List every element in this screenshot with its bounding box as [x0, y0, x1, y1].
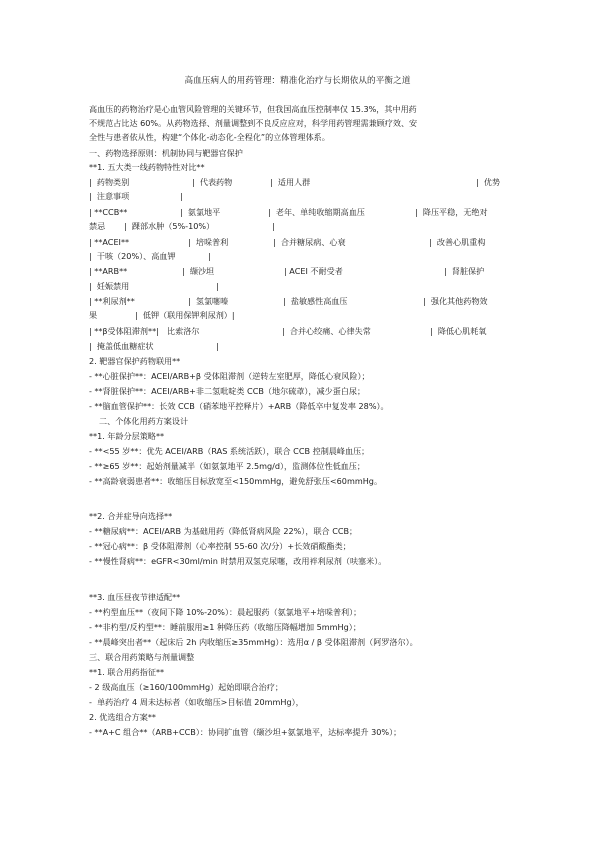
- table-cell: | 掩盖低血糖症状: [89, 341, 154, 351]
- table-cell: | 氨氯地平: [180, 207, 221, 217]
- table-cell: |: [216, 281, 219, 291]
- table-cell: | 缬沙坦: [182, 266, 215, 276]
- table-cell: | 肾脏保护: [444, 266, 485, 276]
- table-cell: 果: [89, 310, 98, 320]
- list-item: - **肾脏保护**：ACEI/ARB+非二氢吡啶类 CCB（地尔硫䓬），减少蛋白尿；: [89, 386, 366, 396]
- subsection-heading: **3. 血压昼夜节律适配**: [89, 592, 181, 602]
- table-cell: |: [272, 221, 275, 231]
- subsection-heading: **1. 联合用药指征**: [89, 667, 165, 677]
- list-item: - **≥65 岁**：起始剂量减半（如氨氯地平 2.5mg/d），监测体位性低血压；: [89, 461, 365, 471]
- section-heading: 一、药物选择原则：机制协同与靶器官保护: [89, 148, 243, 158]
- subsection-heading: 2. 靶器官保护药物联用**: [89, 356, 181, 366]
- table-cell: | **CCB**: [89, 207, 128, 217]
- list-item: - **慢性肾病**：eGFR<30ml/min 时禁用双氢克尿噻，改用袢利尿剂（呋塞米）。: [89, 556, 387, 566]
- table-cell: 禁忌: [89, 221, 106, 231]
- table-cell: | 注意事项: [89, 191, 130, 201]
- table-cell: | 优势: [476, 177, 501, 187]
- list-item: - **高龄衰弱患者**：收缩压目标放宽至<150mmHg，避免舒张压<60mmHg。: [89, 476, 383, 486]
- list-item: - **非杓型/反杓型**：睡前服用≥1 种降压药（收缩压降幅增加 5mmHg）；: [89, 622, 361, 632]
- list-item: - **A+C 组合**（ARB+CCB）：协同扩血管（缬沙坦+氨氯地平，达标率提升 30%）；: [89, 727, 402, 737]
- subsection-heading: **2. 合并症导向选择**: [89, 511, 173, 521]
- table-cell: | 适用人群: [270, 177, 311, 187]
- table-cell: | **ACEI**: [89, 237, 130, 247]
- table-cell: | 盐敏感性高血压: [283, 296, 348, 306]
- table-cell: 比索洛尔: [167, 326, 200, 336]
- list-item: - **糖尿病**：ACEI/ARB 为基础用药（降低肾病风险 22%），联合 CCB；: [89, 526, 358, 536]
- subsection-heading: 2. 优选组合方案**: [89, 712, 156, 722]
- table-cell: | 代表药物: [192, 177, 233, 187]
- intro-line: 全性与患者依从性，构建“个体化-动态化-全程化”的立体管理体系。: [89, 132, 330, 142]
- table-cell: | **ARB**: [89, 266, 128, 276]
- table-cell: | **利尿剂**: [89, 296, 135, 306]
- table-cell: |: [208, 251, 211, 261]
- table-cell: | 合并心绞痛、心律失常: [282, 326, 371, 336]
- table-cell: |: [180, 191, 183, 201]
- list-item: - **晨峰突出者**（起床后 2h 内收缩压≥35mmHg）：选用α / β 受体阻滞剂（阿罗洛尔）。: [89, 637, 418, 647]
- table-cell: | 妊娠禁用: [89, 281, 130, 291]
- list-item: - **<55 岁**：优先 ACEI/ARB（RAS 系统活跃），联合 CCB 控制晨峰血压；: [89, 446, 370, 456]
- intro-line: 高血压的药物治疗是心血管风险管理的关键环节，但我国高血压控制率仅 15.3%，其中用药: [89, 104, 417, 114]
- intro-line: 不规范占比达 60%。从药物选择、剂量调整到不良反应应对，科学用药管理需兼顾疗效、安: [89, 118, 418, 128]
- table-cell: | 合并糖尿病、心衰: [273, 237, 346, 247]
- table-cell: | 老年、单纯收缩期高血压: [268, 207, 365, 217]
- table-cell: | 药物类别: [89, 177, 130, 187]
- table-cell: | ACEI 不耐受者: [284, 266, 343, 276]
- subsection-heading: **1. 年龄分层策略**: [89, 431, 165, 441]
- list-item: - **心脏保护**：ACEI/ARB+β 受体阻滞剂（逆转左室肥厚，降低心衰风险）；: [89, 371, 370, 381]
- table-cell: | 踝部水肿（5%-10%）: [124, 221, 215, 231]
- list-item: - **杓型血压**（夜间下降 10%-20%）：晨起服药（氨氯地平+培哚普利）；: [89, 607, 362, 617]
- document-title: 高血压病人的用药管理：精准化治疗与长期依从的平衡之道: [184, 76, 411, 86]
- list-item: - **脑血管保护**：长效 CCB（硝苯地平控释片）+ARB（降低卒中复发率 28%）。: [89, 401, 389, 411]
- section-heading: 三、联合用药策略与剂量调整: [89, 652, 195, 662]
- section-heading: 二、个体化用药方案设计: [99, 416, 189, 426]
- table-cell: | 低钾（联用保钾利尿剂）|: [135, 310, 235, 320]
- table-cell: | 改善心肌重构: [429, 237, 486, 247]
- table-cell: |: [216, 341, 219, 351]
- table-cell: | 降低心肌耗氧: [430, 326, 487, 336]
- table-cell: | 强化其他药物效: [423, 296, 488, 306]
- table-cell: | 干咳（20%）、高血钾: [89, 251, 176, 261]
- subsection-heading: **1. 五大类一线药物特性对比**: [89, 162, 205, 172]
- table-cell: | 培哚普利: [188, 237, 229, 247]
- table-cell: | **β受体阻滞剂**|: [89, 326, 159, 336]
- list-item: - 2 级高血压（≥160/100mmHg）起始即联合治疗；: [89, 682, 283, 692]
- table-cell: | 氢氯噻嗪: [188, 296, 229, 306]
- table-cell: | 降压平稳，无绝对: [415, 207, 488, 217]
- list-item: - **冠心病**：β 受体阻滞剂（心率控制 55-60 次/分）+长效硝酸酯类；: [89, 541, 351, 551]
- list-item: - 单药治疗 4 周未达标者（如收缩压>目标值 20mmHg），: [89, 697, 304, 707]
